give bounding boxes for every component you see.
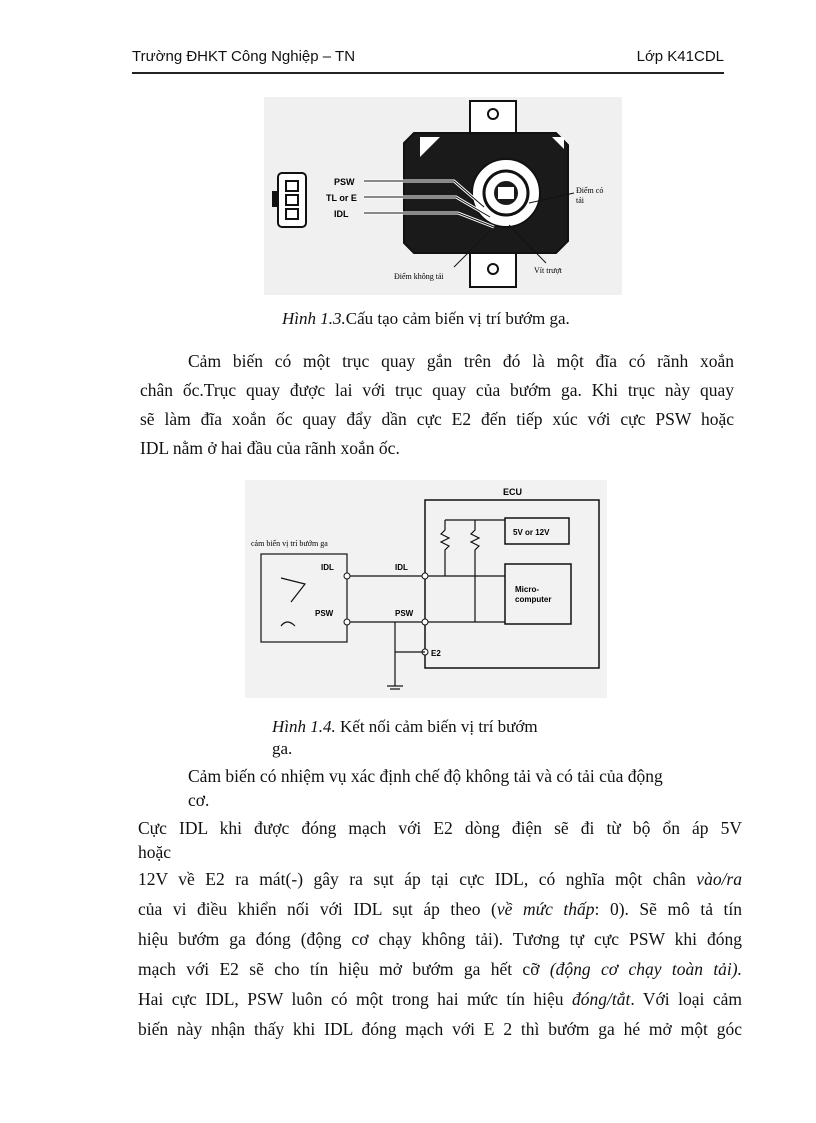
para3-line8: biến này nhận thấy khi IDL đóng mạch với E 2 thì bướm ga hé mở một góc <box>138 1019 742 1039</box>
para3-line6-a: mạch với E2 sẽ cho tín hiệu mở bướm ga hết cỡ <box>138 959 550 979</box>
label-e2: E2 <box>431 649 441 658</box>
paragraph-3b <box>138 864 742 1044</box>
para3-line5: hiệu bướm ga đóng (động cơ chạy không tải). Tương tự cực PSW khi đóng <box>138 929 742 949</box>
para3-line3-a: 12V về E2 ra mát(-) gây ra sụt áp tại cực IDL, có nghĩa một chân <box>138 869 697 889</box>
para1-line4: IDL nằm ở hai đầu của rãnh xoắn ốc. <box>140 438 400 458</box>
figure1-caption-text: Cấu tạo cảm biến vị trí bướm ga. <box>345 309 570 328</box>
label-psw-out: PSW <box>395 609 414 618</box>
para1-line2: chân ốc.Trục quay được lai với trục quay của bướm ga. Khi trục này quay <box>140 380 734 400</box>
para1-line1: Cảm biến có một trục quay gắn trên đó là một đĩa có rãnh xoắn <box>188 351 734 371</box>
figure1-caption <box>282 309 570 329</box>
para3-line6 <box>138 954 742 984</box>
para3-line6-b: (động cơ chạy toàn tải). <box>549 959 742 979</box>
para2-line1: Cảm biến có nhiệm vụ xác định chế độ không tải và có tải của động <box>188 766 663 786</box>
para3-line4-a: của vi điều khiển nối với IDL sụt áp theo ( <box>138 899 497 919</box>
figure2-caption-prefix: Hình 1.4. <box>272 717 336 736</box>
para3-line3-b: vào/ra <box>696 869 742 889</box>
para3-line4-c: : 0). Sẽ mô tả tín <box>594 899 742 919</box>
page-header <box>132 40 724 74</box>
label-sensor: cảm biến vị trí bướm ga <box>251 539 328 548</box>
label-idl: IDL <box>334 209 349 219</box>
paragraph-3a <box>138 816 742 864</box>
para3-line4 <box>138 894 742 924</box>
para3-line1: Cực IDL khi được đóng mạch với E2 dòng điện sẽ đi từ bộ ổn áp 5V <box>138 818 742 838</box>
header-school: Trường ĐHKT Công Nghiệp – TN <box>132 48 356 65</box>
para3-line7-c: . Với loại cảm <box>630 989 743 1009</box>
header-class: Lớp K41CDL <box>636 48 724 65</box>
para3-line4-b: về mức thấp <box>496 899 595 919</box>
figure2-caption-line2: ga. <box>272 739 293 758</box>
figure-circuit <box>245 480 607 698</box>
paragraph-1 <box>140 347 734 463</box>
figure2-caption <box>272 716 538 760</box>
figure2-caption-line1: Kết nối cảm biến vị trí bướm <box>335 717 538 736</box>
figure1-caption-prefix: Hình 1.3. <box>282 309 346 328</box>
label-supply: 5V or 12V <box>513 528 550 537</box>
para3-line2: hoặc <box>138 842 172 862</box>
para3-line7 <box>138 984 742 1014</box>
para3-line3 <box>138 864 742 894</box>
para2-line2: cơ. <box>188 790 210 810</box>
label-micro-line2: computer <box>515 595 552 604</box>
figure-sensor-construction <box>264 97 622 295</box>
label-psw: PSW <box>334 177 355 187</box>
label-contact-load-line1: Điểm có <box>576 186 604 195</box>
label-idl-out: IDL <box>395 563 408 572</box>
para3-line7-b: đóng/tắt <box>572 989 631 1009</box>
label-idl-in: IDL <box>321 563 334 572</box>
label-contact-load-line2: tải <box>576 196 584 205</box>
paragraph-2 <box>188 764 744 812</box>
label-psw-in: PSW <box>315 609 334 618</box>
para1-line3: sẽ làm đĩa xoắn ốc quay đẩy dần cực E2 đến tiếp xúc với cực PSW hoặc <box>140 409 734 429</box>
label-micro-line1: Micro- <box>515 585 539 594</box>
para3-line7-a: Hai cực IDL, PSW luôn có một trong hai mức tín hiệu <box>138 989 572 1009</box>
label-idle-contact: Điểm không tải <box>394 272 444 281</box>
label-ecu: ECU <box>503 487 523 497</box>
label-slider: Vít trượt <box>534 266 562 275</box>
label-tl-e: TL or E <box>326 193 357 203</box>
